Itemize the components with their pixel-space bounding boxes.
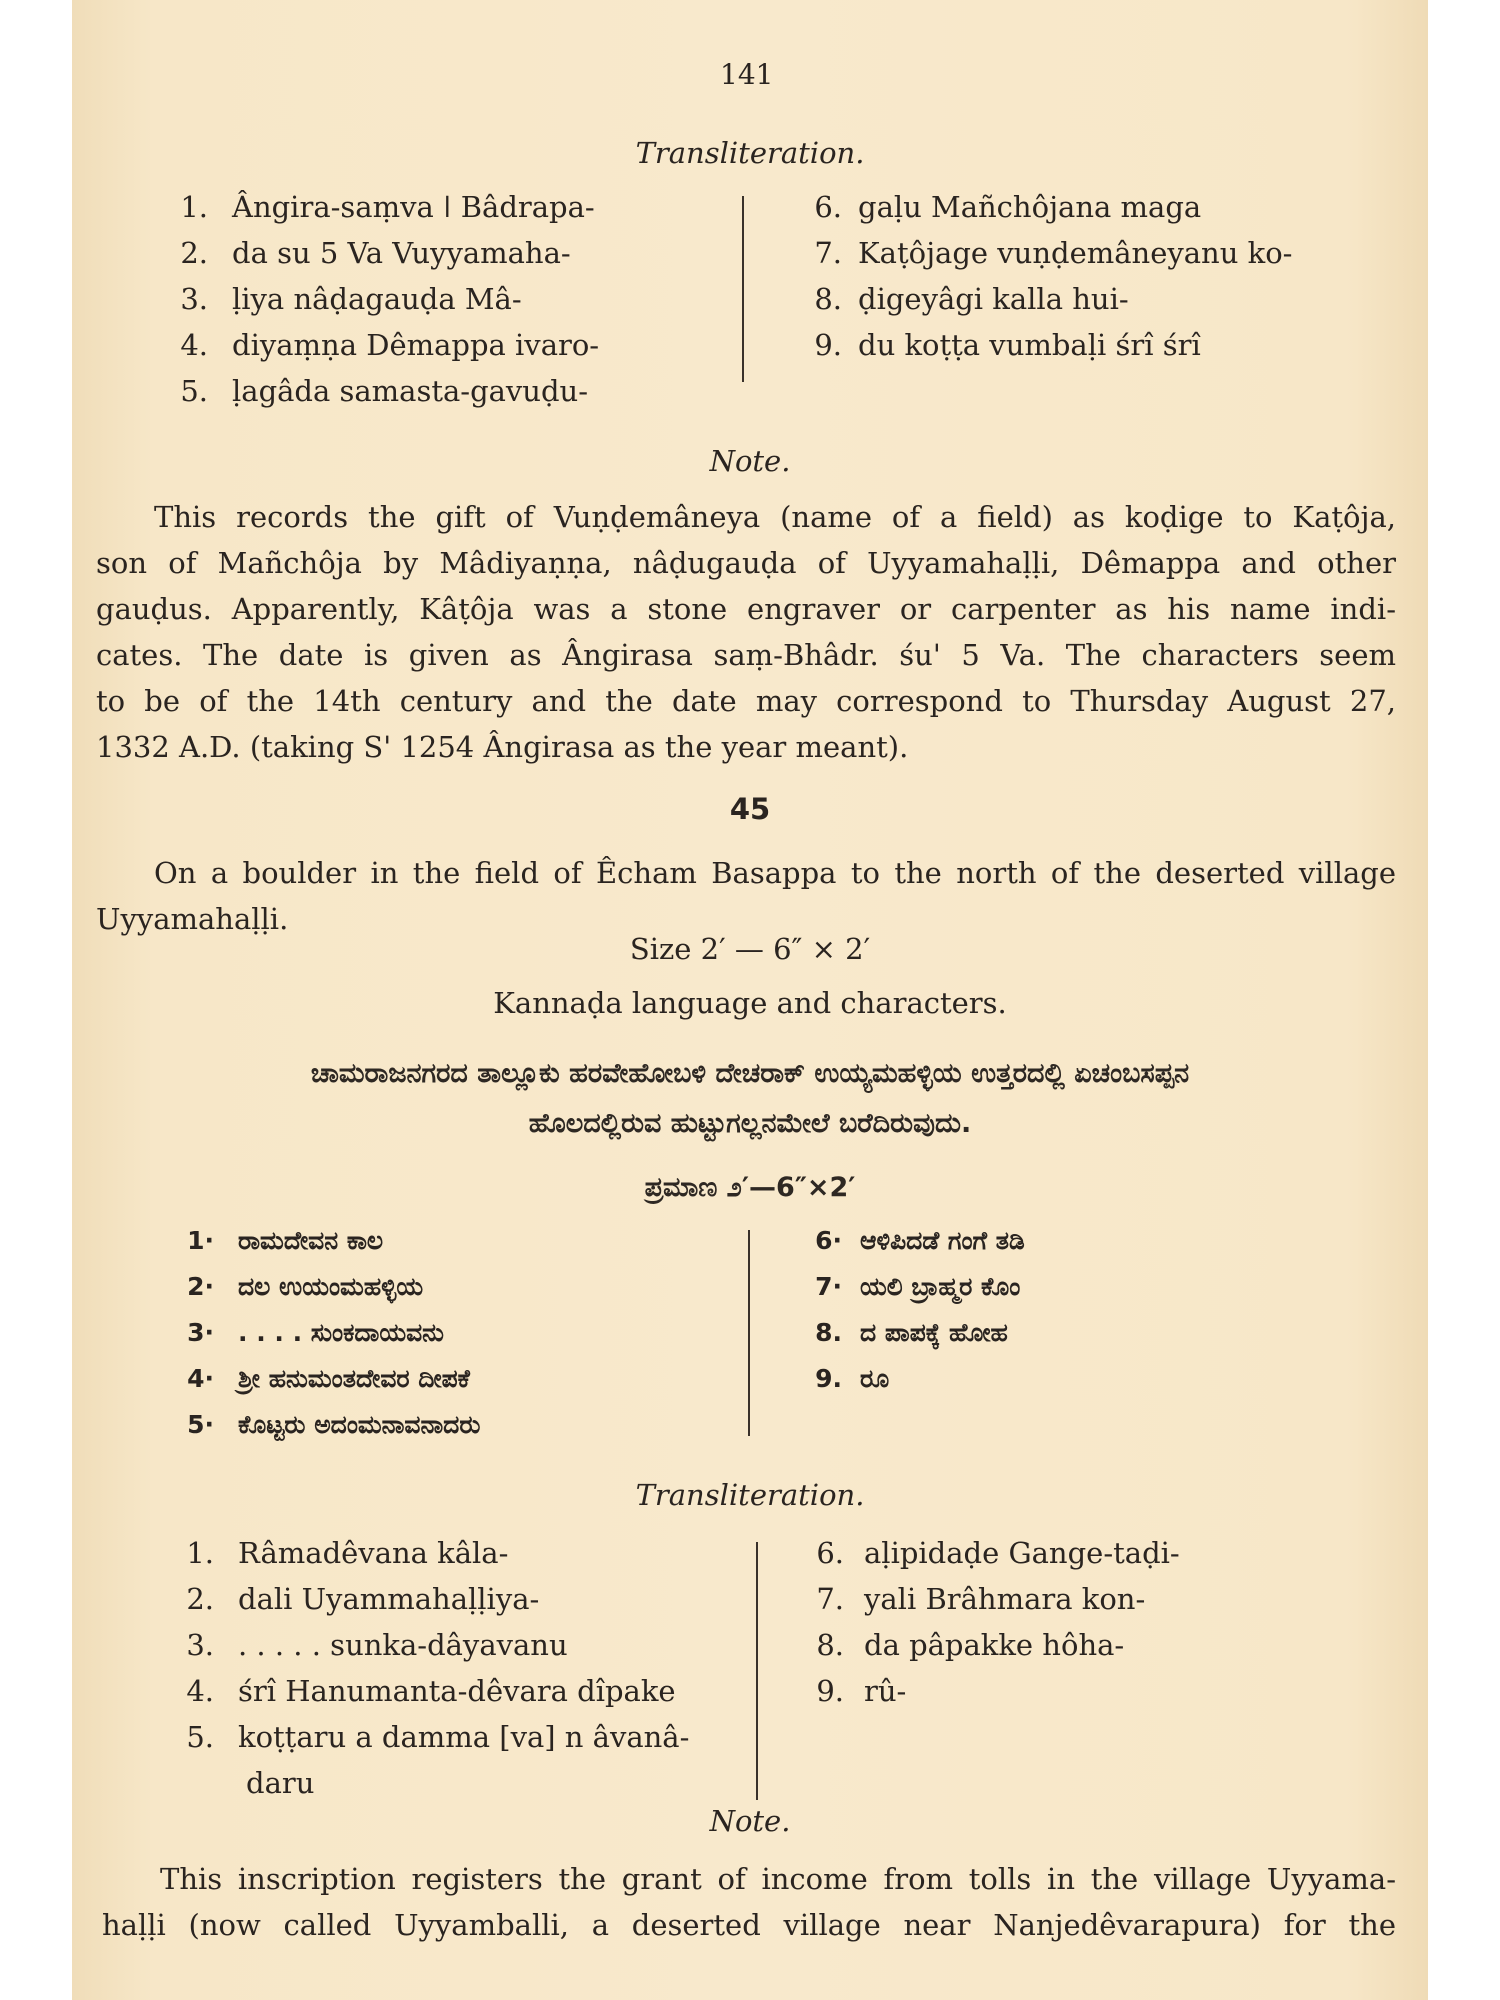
note-line: haḷḷi (now called Uyyamballi, a deserted village near Nanjedêvarapura) for the <box>102 1908 1396 1942</box>
intro-line: On a boulder in the field of Êcham Basappa to the north of the deserted village <box>154 856 1396 890</box>
line-item: 8. ದ ಪಾಪಕ್ಕೆ ಹೋಹ <box>815 1318 1008 1347</box>
line-item: 6. aḷipidaḍe Gange-taḍi- <box>816 1536 1180 1570</box>
transliteration-left-column-2 <box>174 1530 734 1806</box>
transliteration-right-column-2 <box>804 1530 1364 1714</box>
line-item: 5. ḷagâda samasta-gavuḍu- <box>180 374 589 408</box>
intro-line: Uyyamahaḷḷi. <box>96 902 289 936</box>
inscription-number: 45 <box>729 792 771 826</box>
line-item: daru <box>246 1766 315 1800</box>
column-divider <box>742 196 744 382</box>
transliteration-heading-2: Transliteration. <box>635 1478 865 1512</box>
line-item: 8. da pâpakke hôha- <box>816 1628 1125 1662</box>
line-item: 2· ದಲ ಉಯಂಮಹಳ್ಳಿಯ <box>187 1272 424 1301</box>
line-item: 6. gaḷu Mañchôjana maga <box>814 190 1202 224</box>
scanned-page <box>72 0 1428 2000</box>
note-paragraph-2 <box>102 1856 1396 1948</box>
line-item: 3. . . . . . sunka-dâyavanu <box>186 1628 568 1662</box>
line-item: 6· ಆಳಿಪಿದಡೆ ಗಂಗೆ ತಡಿ <box>815 1226 1025 1255</box>
note-line: gauḍus. Apparently, Kâṭôja was a stone engraver or carpenter as his name indi- <box>96 592 1396 626</box>
kannada-right-column <box>802 1218 1362 1402</box>
transliteration-heading-1: Transliteration. <box>635 136 865 170</box>
line-item: 1· ರಾಮದೇವನ ಕಾಲ <box>187 1226 384 1255</box>
line-item: 5· ಕೊಟ್ಟರು ಅದಂಮನಾವನಾದರು <box>187 1410 481 1439</box>
line-item: 4· ಶ್ರೀ ಹನುಮಂತದೇವರ ದೀಪಕೆ <box>187 1364 470 1393</box>
kannada-intro-line: ಚಾಮರಾಜನಗರದ ತಾಲ್ಲೂಕು ಹರವೇಹೋಬಳಿ ದೇಚರಾಕ್ ಉಯ್ಯಮಹಳ್ಳಿಯ ಉತ್ತರದಲ್ಲಿ ಏಚಂಬಸಪ್ಪನ <box>310 1058 1190 1089</box>
line-item: 7. yali Brâhmara kon- <box>816 1582 1146 1616</box>
line-item: 3· . . . . ಸುಂಕದಾಯವನು <box>187 1318 445 1347</box>
line-item: 9. rû- <box>816 1674 907 1708</box>
kannada-left-column <box>174 1218 694 1448</box>
inscription-intro <box>96 850 1396 942</box>
line-item: 9. du koṭṭa vumbaḷi śrî śrî <box>814 328 1201 362</box>
line-item: 7. Kaṭôjage vuṇḍemâneyanu ko- <box>814 236 1293 270</box>
line-item: 2. dali Uyammahaḷḷiya- <box>186 1582 540 1616</box>
transliteration-left-column-1 <box>168 184 688 414</box>
note-line: son of Mañchôja by Mâdiyaṇṇa, nâḍugauḍa of Uyyamahaḷḷi, Dêmappa and other <box>96 546 1396 580</box>
note-heading-1: Note. <box>709 444 791 478</box>
note-line: cates. The date is given as Ângirasa saṃ-Bhâdr. śu' 5 Va. The characters seem <box>96 638 1396 672</box>
inscription-language: Kannaḍa language and characters. <box>493 986 1007 1020</box>
line-item: 4. śrî Hanumanta-dêvara dîpake <box>186 1674 676 1708</box>
page-number: 141 <box>720 58 774 91</box>
kannada-size: ಪ್ರಮಾಣ ೨′—6″×2′ <box>644 1172 856 1203</box>
line-item: 7· ಯಲಿ ಬ್ರಾಹ್ಮರ ಕೊಂ <box>815 1272 1021 1301</box>
line-item: 4. diyaṃṇa Dêmappa ivaro- <box>180 328 600 362</box>
line-item: 1. Ângira-saṃva ǀ Bâdrapa- <box>180 190 595 224</box>
column-divider <box>756 1542 758 1800</box>
line-item: 8. ḍigeyâgi kalla hui- <box>814 282 1129 316</box>
column-divider <box>748 1230 750 1436</box>
transliteration-right-column-1 <box>802 184 1402 368</box>
note-line: 1332 A.D. (taking S' 1254 Ângirasa as the year meant). <box>96 730 909 764</box>
note-heading-2: Note. <box>709 1804 791 1838</box>
kannada-intro-line: ಹೊಲದಲ್ಲಿರುವ ಹುಟ್ಟುಗಲ್ಲನಮೇಲೆ ಬರೆದಿರುವುದು. <box>528 1108 972 1139</box>
inscription-size: Size 2′ — 6″ × 2′ <box>629 932 871 966</box>
line-item: 3. ḷiya nâḍagauḍa Mâ- <box>180 282 522 316</box>
line-item: 2. da su 5 Va Vuyyamaha- <box>180 236 571 270</box>
note-line: This records the gift of Vuṇḍemâneya (name of a field) as koḍige to Kaṭôja, <box>154 500 1396 534</box>
note-line: to be of the 14th century and the date may correspond to Thursday August 27, <box>96 684 1396 718</box>
line-item: 5. koṭṭaru a damma [va] n âvanâ- <box>186 1720 690 1754</box>
note-line: This inscription registers the grant of income from tolls in the village Uyyama- <box>160 1862 1396 1896</box>
note-paragraph-1 <box>96 494 1396 770</box>
line-item: 1. Râmadêvana kâla- <box>186 1536 509 1570</box>
line-item: 9. ರೂ <box>815 1364 890 1393</box>
